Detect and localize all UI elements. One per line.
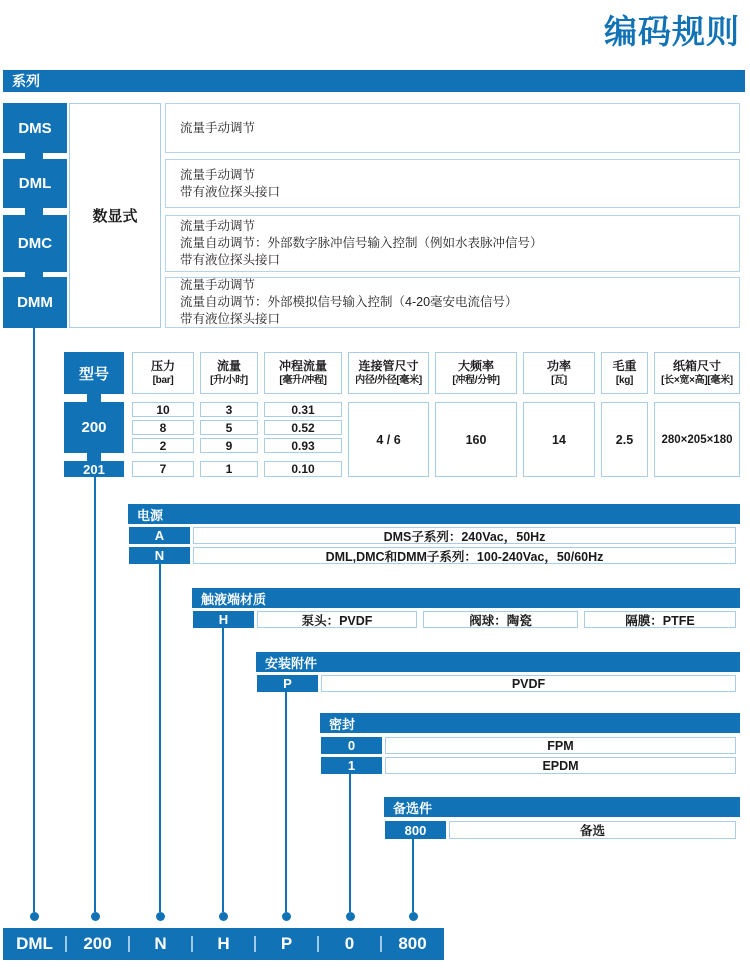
code-separator (380, 936, 382, 952)
connector-line-mounting (285, 692, 287, 912)
series-desc-dmm (165, 277, 740, 328)
desc-line: 带有液位探头接口 (180, 253, 281, 267)
series-desc-dmc (165, 215, 740, 272)
connector-dot (219, 912, 228, 921)
section-header-wetted-material: 触液端材质 (192, 588, 740, 608)
cell-pipe-size: 4 / 6 (348, 402, 429, 477)
option-value-pump-head: 泵头：PVDF (257, 611, 417, 628)
option-value: FPM (385, 737, 736, 754)
connector-notch (25, 272, 43, 277)
col-header-carton-size: 纸箱尺寸 [长×宽×高][毫米] (654, 352, 740, 394)
section-header-seal: 密封 (320, 713, 740, 733)
col-header-weight: 毛重 [kg] (601, 352, 648, 394)
option-value: DML,DMC和DMM子系列：100-240Vac，50/60Hz (193, 547, 736, 564)
code-segment-mounting: P (280, 934, 293, 953)
series-code-dmc: DMC (3, 215, 67, 272)
connector-line-power-supply (159, 564, 161, 912)
page-title: 编码规则 (604, 13, 740, 50)
cell-stroke-flow: 0.31 (264, 402, 342, 417)
desc-line: 流量手动调节 (180, 167, 256, 182)
model-code-201: 201 (64, 461, 124, 477)
series-code-dms: DMS (3, 103, 67, 153)
code-separator (191, 936, 193, 952)
code-separator (128, 936, 130, 952)
connector-line-series (33, 328, 35, 912)
cell-pressure: 8 (132, 420, 194, 435)
code-segment-model: 200 (83, 934, 112, 953)
option-value-diaphragm: 隔膜：PTFE (584, 611, 736, 628)
cell-flow: 1 (200, 461, 258, 477)
series-group-label: 数显式 (69, 103, 161, 328)
cell-pressure: 2 (132, 438, 194, 453)
desc-line: 流量手动调节 (180, 278, 256, 292)
cell-stroke-flow: 0.52 (264, 420, 342, 435)
series-desc-dml (165, 159, 740, 208)
desc-line: 带有液位探头接口 (180, 184, 281, 199)
connector-notch (87, 394, 101, 402)
option-code-h: H (193, 611, 254, 628)
connector-dot (30, 912, 39, 921)
cell-power: 14 (523, 402, 595, 477)
cell-weight: 2.5 (601, 402, 648, 477)
col-header-pressure: 压力 [bar] (132, 352, 194, 394)
series-code-dml: DML (3, 159, 67, 208)
cell-carton-size: 280×205×180 (654, 402, 740, 477)
section-header-mounting-accessory: 安装附件 (256, 652, 740, 672)
connector-notch (87, 453, 101, 461)
col-header-power: 功率 [瓦] (523, 352, 595, 394)
series-section-header: 系列 (3, 70, 745, 92)
cell-stroke-flow: 0.10 (264, 461, 342, 477)
desc-line: 流量自动调节：外部数字脉冲信号输入控制（例如水表脉冲信号） (180, 236, 543, 250)
model-key-label: 型号 (64, 352, 124, 394)
option-value-valve-ball: 阀球：陶瓷 (423, 611, 578, 628)
option-code-p: P (257, 675, 318, 692)
connector-line-wetted-material (222, 628, 224, 912)
connector-dot (91, 912, 100, 921)
option-code-n: N (129, 547, 190, 564)
example-code-bar (3, 928, 444, 960)
cell-pressure: 10 (132, 402, 194, 417)
section-header-options: 备选件 (384, 797, 740, 817)
connector-dot (156, 912, 165, 921)
code-separator (254, 936, 256, 952)
cell-stroke-flow: 0.93 (264, 438, 342, 453)
cell-flow: 5 (200, 420, 258, 435)
code-segment-seal: 0 (344, 934, 355, 953)
connector-notch (25, 208, 43, 215)
connector-line-seal (349, 774, 351, 912)
cell-flow: 9 (200, 438, 258, 453)
code-separator (65, 936, 67, 952)
connector-notch (25, 153, 43, 159)
code-segment-series: DML (16, 934, 53, 953)
option-code-0: 0 (321, 737, 382, 754)
option-value: PVDF (321, 675, 736, 692)
col-header-max-frequency: 大频率 [冲程/分钟] (435, 352, 517, 394)
option-value: 备选 (449, 821, 736, 839)
connector-dot (282, 912, 291, 921)
desc-line: 带有液位探头接口 (180, 312, 281, 326)
cell-pressure: 7 (132, 461, 194, 477)
col-header-stroke-flow: 冲程流量 [毫升/冲程] (264, 352, 342, 394)
connector-line-options (412, 839, 414, 912)
option-code-1: 1 (321, 757, 382, 774)
option-code-800: 800 (385, 821, 446, 839)
code-segment-material: H (217, 934, 230, 953)
desc-line: 流量手动调节 (180, 120, 256, 135)
desc-line: 流量手动调节 (180, 219, 256, 233)
option-code-a: A (129, 527, 190, 544)
col-header-flow: 流量 [升/小时] (200, 352, 258, 394)
connector-line-model (94, 477, 96, 912)
series-desc-dms (165, 103, 740, 153)
col-header-pipe-size: 连接管尺寸 内径/外径[毫米] (348, 352, 429, 394)
option-value: DMS子系列：240Vac，50Hz (193, 527, 736, 544)
cell-flow: 3 (200, 402, 258, 417)
connector-dot (346, 912, 355, 921)
cell-max-frequency: 160 (435, 402, 517, 477)
option-value: EPDM (385, 757, 736, 774)
code-segment-option: 800 (398, 934, 427, 953)
section-header-power-supply: 电源 (128, 504, 740, 524)
desc-line: 流量自动调节：外部模拟信号输入控制（4-20毫安电流信号） (180, 295, 518, 309)
connector-dot (409, 912, 418, 921)
series-code-dmm: DMM (3, 277, 67, 328)
code-separator (317, 936, 319, 952)
code-segment-power: N (154, 934, 167, 953)
model-code-200: 200 (64, 402, 124, 453)
